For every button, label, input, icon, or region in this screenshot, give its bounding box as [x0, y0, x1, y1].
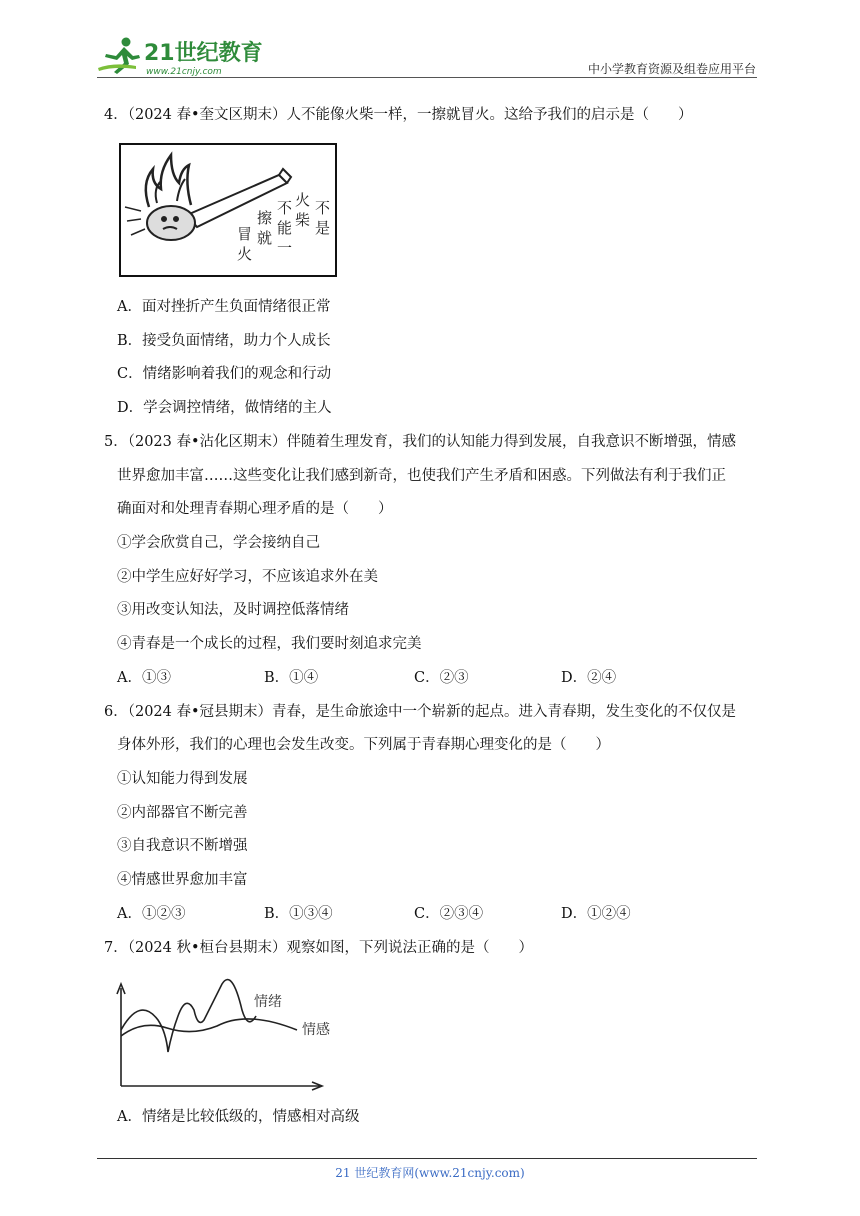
feeling-curve [121, 1019, 297, 1036]
feeling-label: 情感 [302, 1022, 330, 1038]
emotion-curve [121, 980, 256, 1052]
q5-choice-c: C．②③ [414, 670, 469, 686]
q6-stem-line-1: 6．（2024 春•冠县期末）青春，是生命旅途中一个崭新的起点。进入青春期，发生变化的不仅仅是 [104, 704, 737, 720]
svg-text:www.21cnjy.com: www.21cnjy.com [146, 67, 222, 77]
svg-text:冒: 冒 [237, 225, 253, 243]
q4-option-a: A．面对挫折产生负面情绪很正常 [117, 299, 331, 315]
q7-option-a: A．情绪是比较低级的，情感相对高级 [117, 1109, 360, 1125]
svg-text:一: 一 [277, 239, 293, 257]
svg-text:柴: 柴 [295, 211, 311, 229]
q5-stem-line-3: 确面对和处理青春期心理矛盾的是（ ） [117, 501, 393, 517]
q6-item-4: ④情感世界愈加丰富 [117, 872, 248, 888]
q4-option-d: D．学会调控情绪，做情绪的主人 [117, 400, 332, 416]
emotion-label: 情绪 [254, 994, 282, 1010]
q5-choice-a: A．①③ [117, 670, 171, 686]
q7-stem: 7．（2024 秋•桓台县期末）观察如图，下列说法正确的是（ ） [104, 940, 534, 956]
q6-item-2: ②内部器官不断完善 [117, 805, 248, 821]
svg-text:不: 不 [277, 199, 293, 217]
q7-figure [112, 970, 332, 1092]
q6-choice-a: A．①②③ [117, 906, 186, 922]
runner-icon [98, 38, 140, 75]
svg-text:能: 能 [277, 219, 293, 237]
svg-text:擦: 擦 [257, 209, 273, 227]
site-logo [96, 34, 266, 78]
footer-divider [97, 1158, 757, 1159]
q4-option-b: B．接受负面情绪，助力个人成长 [117, 333, 331, 349]
q5-choice-d: D．②④ [561, 670, 617, 686]
footer-text: 21 世纪教育网(www.21cnjy.com) [335, 1166, 525, 1180]
q5-choice-b: B．①④ [264, 670, 319, 686]
q5-item-3: ③用改变认知法，及时调控低落情绪 [117, 602, 349, 618]
q6-stem-line-2: 身体外形，我们的心理也会发生改变。下列属于青春期心理变化的是（ ） [117, 737, 610, 753]
q6-choice-c: C．②③④ [414, 906, 484, 922]
q4-stem: 4．（2024 春•奎文区期末）人不能像火柴一样，一擦就冒火。这给予我们的启示是（ ） [104, 107, 693, 123]
q6-choice-b: B．①③④ [264, 906, 333, 922]
q5-item-1: ①学会欣赏自己，学会接纳自己 [117, 535, 320, 551]
q6-item-3: ③自我意识不断增强 [117, 838, 248, 854]
q5-stem-line-1: 5．（2023 春•沾化区期末）伴随着生理发育，我们的认知能力得到发展，自我意识不断增强，情感 [104, 434, 737, 450]
svg-text:火: 火 [237, 245, 253, 263]
q4-cartoon [119, 143, 337, 277]
svg-text:就: 就 [257, 229, 273, 247]
header-platform-name: 中小学教育资源及组卷应用平台 [587, 62, 756, 76]
q6-item-1: ①认知能力得到发展 [117, 771, 248, 787]
q6-choice-d: D．①②④ [561, 906, 631, 922]
q5-item-4: ④青春是一个成长的过程，我们要时刻追求完美 [117, 636, 422, 652]
svg-text:21世纪教育: 21世纪教育 [144, 41, 263, 66]
svg-text:是: 是 [315, 219, 331, 237]
svg-text:火: 火 [295, 191, 311, 209]
q5-stem-line-2: 世界愈加丰富……这些变化让我们感到新奇，也使我们产生矛盾和困惑。下列做法有利于我们正 [117, 468, 726, 484]
q5-item-2: ②中学生应好好学习，不应该追求外在美 [117, 569, 378, 585]
svg-text:不: 不 [315, 199, 331, 217]
q4-option-c: C．情绪影响着我们的观念和行动 [117, 366, 332, 382]
header-divider [97, 77, 757, 78]
